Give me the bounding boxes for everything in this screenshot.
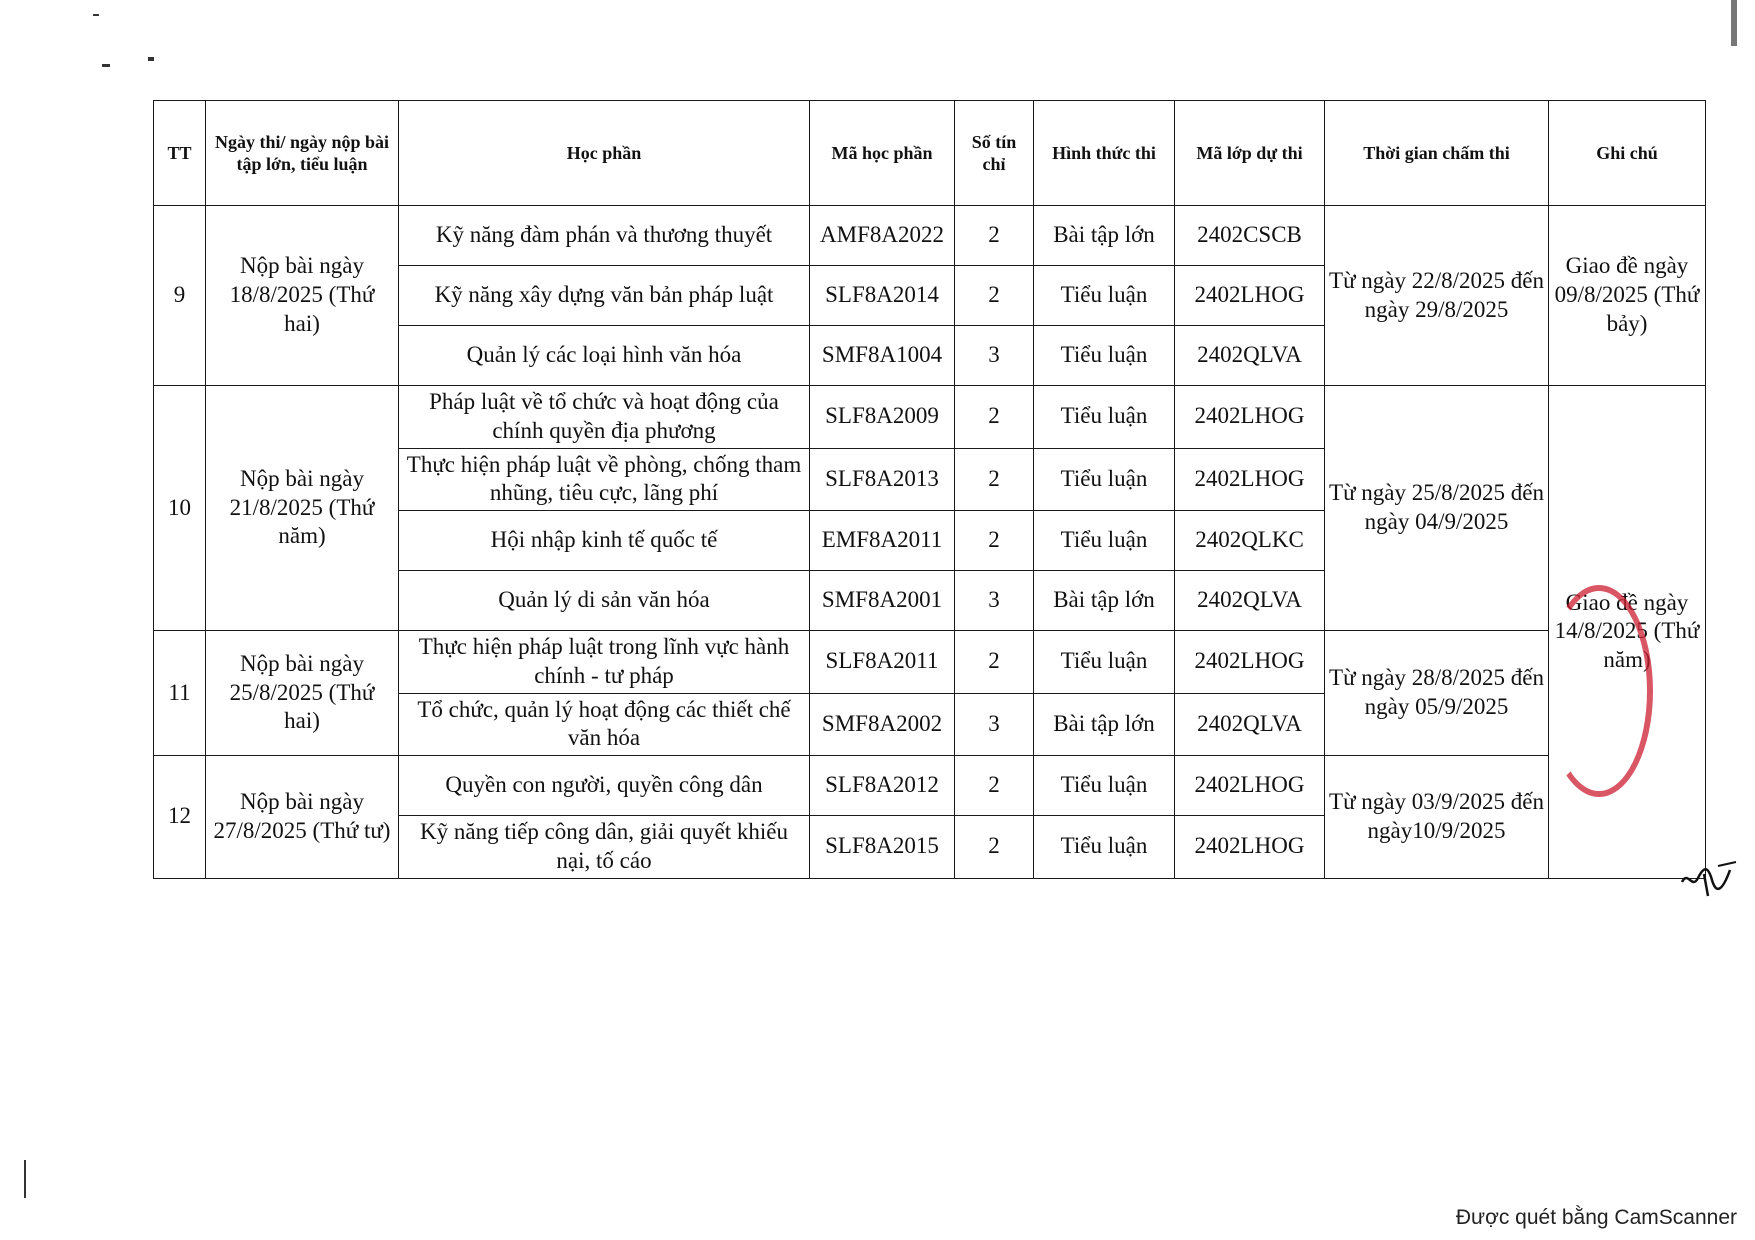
course-cell: Kỹ năng đàm phán và thương thuyết (399, 206, 810, 266)
note-cell: Giao đề ngày 14/8/2025 (Thứ năm) (1549, 386, 1706, 879)
header-course-code: Mã học phần (810, 101, 955, 206)
credits-cell: 2 (955, 206, 1034, 266)
credits-cell: 2 (955, 631, 1034, 694)
course-code-cell: AMF8A2022 (810, 206, 955, 266)
course-cell: Quản lý các loại hình văn hóa (399, 326, 810, 386)
tt-cell: 12 (154, 756, 206, 879)
class-code-cell: 2402QLVA (1175, 326, 1325, 386)
header-credits: Số tín chỉ (955, 101, 1034, 206)
grading-time-cell: Từ ngày 22/8/2025 đến ngày 29/8/2025 (1325, 206, 1549, 386)
exam-form-cell: Tiểu luận (1034, 816, 1175, 879)
course-cell: Thực hiện pháp luật trong lĩnh vực hành chính - tư pháp (399, 631, 810, 694)
scan-edge (24, 1160, 26, 1198)
course-cell: Hội nhập kinh tế quốc tế (399, 511, 810, 571)
header-grading-time: Thời gian chấm thi (1325, 101, 1549, 206)
class-code-cell: 2402LHOG (1175, 448, 1325, 511)
course-cell: Pháp luật về tổ chức và hoạt động của chính quyền địa phương (399, 386, 810, 449)
credits-cell: 3 (955, 326, 1034, 386)
scan-speck (148, 57, 154, 61)
date-cell: Nộp bài ngày 27/8/2025 (Thứ tư) (206, 756, 399, 879)
course-cell: Quản lý di sản văn hóa (399, 571, 810, 631)
table-row (154, 386, 1706, 449)
class-code-cell: 2402QLVA (1175, 693, 1325, 756)
scanner-watermark: Được quét bằng CamScanner (1455, 1206, 1737, 1229)
table-row (154, 206, 1706, 266)
class-code-cell: 2402LHOG (1175, 756, 1325, 816)
course-code-cell: SMF8A2001 (810, 571, 955, 631)
tt-cell: 10 (154, 386, 206, 631)
exam-form-cell: Bài tập lớn (1034, 693, 1175, 756)
table-header-row (154, 101, 1706, 206)
course-cell: Kỹ năng tiếp công dân, giải quyết khiếu nại, tố cáo (399, 816, 810, 879)
date-cell: Nộp bài ngày 25/8/2025 (Thứ hai) (206, 631, 399, 756)
header-note: Ghi chú (1549, 101, 1706, 206)
date-cell: Nộp bài ngày 21/8/2025 (Thứ năm) (206, 386, 399, 631)
scan-speck (93, 14, 99, 16)
grading-time-cell: Từ ngày 25/8/2025 đến ngày 04/9/2025 (1325, 386, 1549, 631)
class-code-cell: 2402QLKC (1175, 511, 1325, 571)
course-code-cell: SLF8A2011 (810, 631, 955, 694)
date-cell: Nộp bài ngày 18/8/2025 (Thứ hai) (206, 206, 399, 386)
credits-cell: 2 (955, 386, 1034, 449)
course-code-cell: EMF8A2011 (810, 511, 955, 571)
credits-cell: 2 (955, 266, 1034, 326)
exam-form-cell: Bài tập lớn (1034, 206, 1175, 266)
exam-form-cell: Tiểu luận (1034, 756, 1175, 816)
credits-cell: 3 (955, 693, 1034, 756)
class-code-cell: 2402LHOG (1175, 386, 1325, 449)
exam-form-cell: Bài tập lớn (1034, 571, 1175, 631)
tt-cell: 11 (154, 631, 206, 756)
class-code-cell: 2402LHOG (1175, 266, 1325, 326)
tt-cell: 9 (154, 206, 206, 386)
grading-time-cell: Từ ngày 28/8/2025 đến ngày 05/9/2025 (1325, 631, 1549, 756)
credits-cell: 2 (955, 816, 1034, 879)
exam-form-cell: Tiểu luận (1034, 386, 1175, 449)
class-code-cell: 2402CSCB (1175, 206, 1325, 266)
course-code-cell: SLF8A2012 (810, 756, 955, 816)
exam-form-cell: Tiểu luận (1034, 448, 1175, 511)
exam-form-cell: Tiểu luận (1034, 631, 1175, 694)
scan-edge (1731, 0, 1737, 46)
header-class-code: Mã lớp dự thi (1175, 101, 1325, 206)
course-code-cell: SLF8A2009 (810, 386, 955, 449)
course-cell: Thực hiện pháp luật về phòng, chống tham nhũng, tiêu cực, lãng phí (399, 448, 810, 511)
class-code-cell: 2402LHOG (1175, 816, 1325, 879)
header-exam-form: Hình thức thi (1034, 101, 1175, 206)
course-code-cell: SLF8A2013 (810, 448, 955, 511)
credits-cell: 2 (955, 448, 1034, 511)
credits-cell: 2 (955, 756, 1034, 816)
exam-form-cell: Tiểu luận (1034, 266, 1175, 326)
scan-speck (102, 64, 110, 67)
course-cell: Quyền con người, quyền công dân (399, 756, 810, 816)
course-cell: Tổ chức, quản lý hoạt động các thiết chế văn hóa (399, 693, 810, 756)
exam-schedule-table (153, 100, 1706, 879)
table-row (154, 631, 1706, 694)
class-code-cell: 2402LHOG (1175, 631, 1325, 694)
exam-form-cell: Tiểu luận (1034, 326, 1175, 386)
exam-form-cell: Tiểu luận (1034, 511, 1175, 571)
course-code-cell: SLF8A2014 (810, 266, 955, 326)
credits-cell: 2 (955, 511, 1034, 571)
header-date: Ngày thi/ ngày nộp bài tập lớn, tiểu luận (206, 101, 399, 206)
table-row (154, 756, 1706, 816)
course-code-cell: SLF8A2015 (810, 816, 955, 879)
class-code-cell: 2402QLVA (1175, 571, 1325, 631)
course-cell: Kỹ năng xây dựng văn bản pháp luật (399, 266, 810, 326)
note-cell: Giao đề ngày 09/8/2025 (Thứ bảy) (1549, 206, 1706, 386)
course-code-cell: SMF8A1004 (810, 326, 955, 386)
course-code-cell: SMF8A2002 (810, 693, 955, 756)
credits-cell: 3 (955, 571, 1034, 631)
header-tt: TT (154, 101, 206, 206)
header-course: Học phần (399, 101, 810, 206)
grading-time-cell: Từ ngày 03/9/2025 đến ngày10/9/2025 (1325, 756, 1549, 879)
signature-mark (1678, 860, 1738, 900)
